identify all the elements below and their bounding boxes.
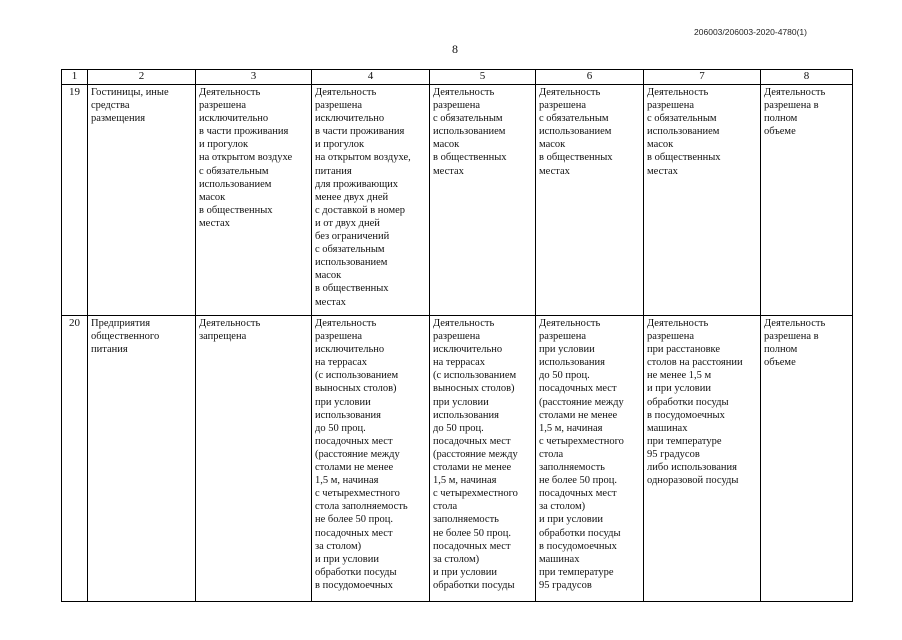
row-category: Предприятия общественного питания [88,316,196,602]
table-cell-col4: Деятельность разрешена исключительно в части проживания и прогулок на открытом воздухе, питания для проживающих менее двух дней с доставкой в номер и от двух дней без ограничений с обязательным использованием масок в общественных местах [312,85,430,316]
header-row [62,70,853,85]
table-cell-col4: Деятельность разрешена исключительно на террасах (с использованием выносных столов) при условии использования до 50 проц. посадочных мест (расстояние между столами не менее 1,5 м, начиная с четырехместного стола заполняемость не более 50 проц. посадочных мест за столом) и при условии обработки посуды в посудомоечных [312,316,430,602]
table-cell-col3: Деятельность разрешена исключительно в части проживания и прогулок на открытом воздухе с обязательным использованием масок в общественных местах [196,85,312,316]
restrictions-table [61,69,853,602]
table-cell-col8: Деятельность разрешена в полном объеме [761,85,853,316]
column-header-6: 6 [536,70,644,85]
document-id: 206003/206003-2020-4780(1) [694,27,807,37]
row-number: 20 [62,316,88,602]
column-header-3: 3 [196,70,312,85]
table-cell-col6: Деятельность разрешена с обязательным использованием масок в общественных местах [536,85,644,316]
page-number: 8 [452,42,458,56]
table-cell-col7: Деятельность разрешена с обязательным использованием масок в общественных местах [644,85,761,316]
row-category: Гостиницы, иные средства размещения [88,85,196,316]
column-header-1: 1 [62,70,88,85]
row-number: 19 [62,85,88,316]
column-header-7: 7 [644,70,761,85]
table-cell-col8: Деятельность разрешена в полном объеме [761,316,853,602]
table-cell-col5: Деятельность разрешена исключительно на террасах (с использованием выносных столов) при условии использования до 50 проц. посадочных мест (расстояние между столами не менее 1,5 м, начиная с четырехместного стола заполняемость не более 50 проц. посадочных мест за столом) и при условии обработки посуды [430,316,536,602]
column-header-2: 2 [88,70,196,85]
table-cell-col3: Деятельность запрещена [196,316,312,602]
table-row [62,85,853,316]
table-row [62,316,853,602]
table-cell-col6: Деятельность разрешена при условии использования до 50 проц. посадочных мест (расстояние между столами не менее 1,5 м, начиная с четырехместного стола заполняемость не более 50 проц. посадочных мест за столом) и при условии обработки посуды в посудомоечных машинах при температуре 95 градусов [536,316,644,602]
column-header-4: 4 [312,70,430,85]
table-cell-col5: Деятельность разрешена с обязательным использованием масок в общественных местах [430,85,536,316]
table-cell-col7: Деятельность разрешена при расстановке столов на расстоянии не менее 1,5 м и при условии обработки посуды в посудомоечных машинах при температуре 95 градусов либо использования одноразовой посуды [644,316,761,602]
column-header-8: 8 [761,70,853,85]
column-header-5: 5 [430,70,536,85]
